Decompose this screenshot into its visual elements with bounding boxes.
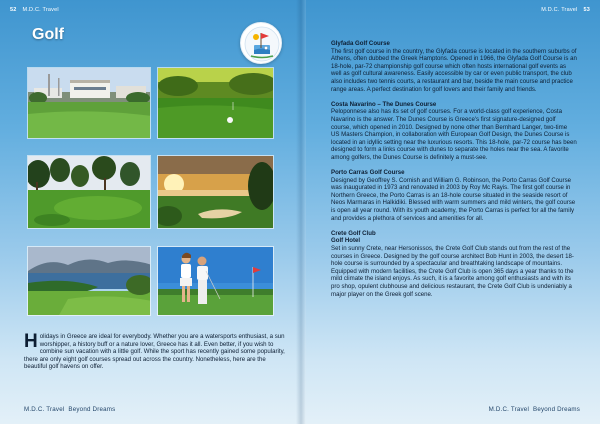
right-page-header bbox=[541, 7, 590, 13]
right-footer-brand: M.D.C. Travel bbox=[488, 406, 530, 413]
golf-sunset-bunker-photo bbox=[157, 155, 274, 229]
left-page-header bbox=[10, 7, 59, 13]
section-costa-navarino bbox=[331, 101, 577, 162]
section-body: Set in sunny Crete, near Hersonissos, the Crete Golf Club stands out from the rest of the courses in Greece. Designed by the golf course architect Bob Hunt in 2003, the desert 18-hole course is surrounded by a spectacular and breathtaking landscape of mountains. Equipped with modern facilities, the Crete Golf Club is open 365 days a year thanks to the mild climate the island enjoys. As such, it is a favorite among golf enthusiasts and with its pro shop, opulent clubhouse and delicious restaurant, the Crete Golf Club is undeniably a major player on the Greek golf scene. bbox=[331, 245, 574, 298]
left-footer bbox=[24, 406, 115, 413]
section-subheading: Golf Hotel bbox=[331, 237, 361, 245]
golf-courses-column bbox=[331, 40, 577, 306]
section-crete bbox=[331, 230, 577, 298]
section-heading: Crete Golf Club bbox=[331, 229, 376, 237]
section-body: Peloponnese also has its set of golf courses. For a world-class golf experience, Costa Navarino is the answer. The Dunes Course is Greece's first signature-designed golf course, which opened in 2010. Designed by none other than Bernhard Langer, two-time US Masters Champion, in collaboration with European Golf Design, the Dunes Course is located in an idyllic setting near the luxurious resorts. This 18-hole, par-72 course has been designed to form a links course with dunes to separate the holes near the sea. A favorite among golfers, the Dunes Course is definitely a must-see. bbox=[331, 108, 577, 161]
section-porto-carras bbox=[331, 169, 577, 222]
section-glyfada bbox=[331, 40, 577, 93]
intro-dropcap: H bbox=[24, 331, 38, 352]
section-heading: Porto Carras Golf Course bbox=[331, 169, 405, 177]
golf-ball-green-photo bbox=[157, 67, 274, 139]
section-body: Designed by Geoffrey S. Cornish and William G. Robinson, the Porto Carras Golf Course was inaugurated in 1973 and renovated in 2003 by Roy Mc Rayis. The first golf course in Northern Greece, the Porto Carras is an 18-hole course situated in the seaside resort of Neos Marmaras in Halkidiki. Blessed with warm summers and mild winters, the golf course is open all year round. With its youth academy, the Porto Carras is perfect for all the family and provides a plethora of services and amenities for all. bbox=[331, 176, 576, 222]
section-heading: Costa Navarino – The Dunes Course bbox=[331, 100, 437, 108]
section-body: The first golf course in the country, the Glyfada course is located in the southern suburbs of Athens, often dubbed the Greek Hamptons. Opened in 1966, the Glyfada Golf Course is an 18-hole, par-72 championship golf course which often hosts international golf events as well as golf cultural awareness. Easily accessible by car or even public transport, the club also includes two tennis courts, a restaurant and bar, beside the main course and practice range areas. A perfect destination for golf lovers and their family and friends. bbox=[331, 47, 577, 93]
golf-logo-icon bbox=[240, 22, 282, 64]
right-footer-tagline: Beyond Dreams bbox=[533, 406, 580, 413]
section-heading: Glyfada Golf Course bbox=[331, 40, 390, 47]
golfers-couple-photo bbox=[157, 246, 274, 316]
left-header-brand: M.D.C. Travel bbox=[22, 7, 59, 13]
golf-clubhouse-photo bbox=[27, 67, 151, 139]
right-footer bbox=[489, 406, 580, 413]
intro-text: olidays in Greece are ideal for everybody. Whether you are a watersports enthusiast, a sun worshipper, a history buff or a nature lover, Greece has it all. Even better, if you wish to combine sun vacation with a little golf. While the sport has recently gained some popularity, there are only eight golf courses spread out across the country. Nonetheless, here are the beautiful golf havens on offer. bbox=[24, 333, 285, 371]
intro-paragraph bbox=[24, 333, 288, 371]
left-footer-tagline: Beyond Dreams bbox=[68, 406, 116, 413]
right-header-brand: M.D.C. Travel bbox=[541, 7, 578, 13]
right-page-number: 53 bbox=[583, 7, 590, 13]
page-title: Golf bbox=[32, 26, 64, 43]
golf-coastal-course-photo bbox=[27, 246, 151, 316]
golf-course-trees-photo bbox=[27, 155, 151, 229]
left-footer-brand: M.D.C. Travel bbox=[24, 406, 65, 413]
page-gutter bbox=[296, 0, 306, 424]
left-page-number: 52 bbox=[10, 7, 17, 13]
